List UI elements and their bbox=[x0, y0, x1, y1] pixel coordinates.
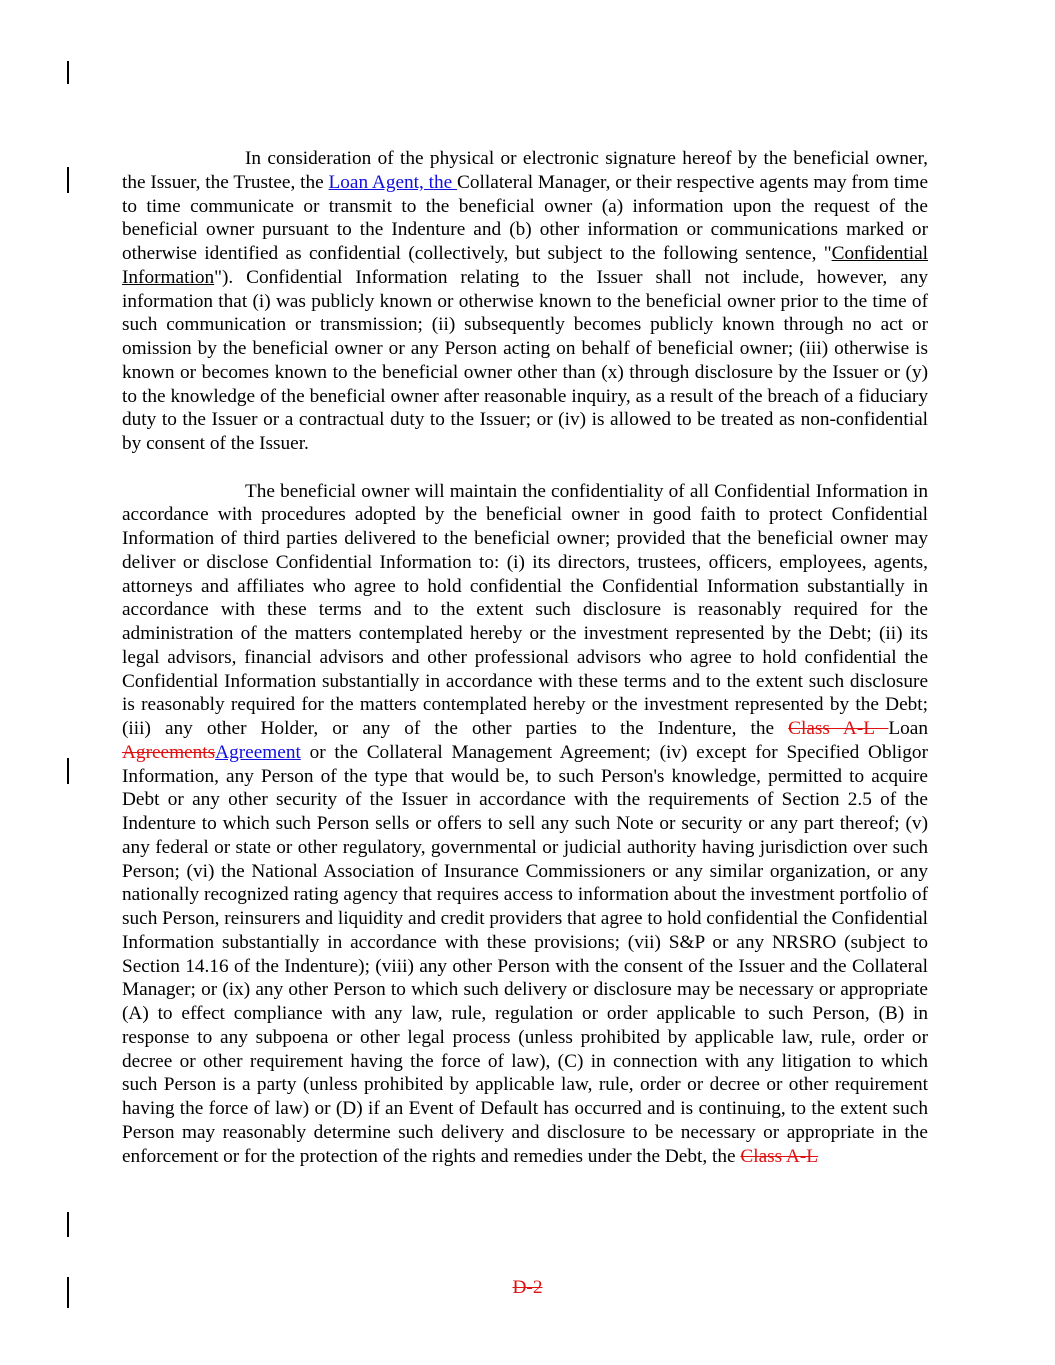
change-bar bbox=[67, 758, 69, 784]
text-segment-normal: Loan bbox=[888, 718, 929, 739]
change-bar bbox=[67, 1212, 69, 1237]
page-footer bbox=[0, 1276, 1055, 1300]
text-segment-delete: Agreements bbox=[122, 741, 216, 763]
change-bar bbox=[67, 167, 69, 193]
text-segment-normal: "). Confidential Information relating to the Issuer shall not include, however, any information that (i) was publicly known or otherwise known to the beneficial owner prior to the time of such communication or transmission; (ii) subsequently becomes publicly known through no act or omission by the beneficial owner or any Person acting on behalf of beneficial owner; (iii) otherwise is known or becomes known to the beneficial owner other than (x) through disclosure by the Issuer or (y) to the knowledge of the beneficial owner after reasonable inquiry, as a result of the breach of a fiduciary duty to the Issuer or a contractual duty to the Issuer; or (iv) is allowed to be treated as non-confidential by consent of the Issuer. bbox=[122, 266, 928, 454]
text-segment-delete: Class A-L bbox=[740, 1145, 819, 1167]
paragraph-confidential-information-definition bbox=[122, 147, 928, 456]
text-segment-insert: Loan Agent, the bbox=[328, 171, 458, 193]
paragraph-confidentiality-obligations bbox=[122, 480, 928, 1169]
text-segment-normal: or the Collateral Management Agreement; (iv) except for Specified Obligor Information, any Person of the type that would be, to such Person's knowledge, permitted to acquire Debt or any other security of the Issuer in accordance with the requirements of Section 2.5 of the Indenture to which such Person sells or offers to sell any such Note or security or any part thereof; (v) any federal or state or other regulatory, governmental or judicial authority having jurisdiction over such Person; (vi) the National Association of Insurance Commissioners or any similar organization, or any nationally recognized rating agency that requires access to information about the investment portfolio of such Person, reinsurers and liquidity and credit providers that agree to hold confidential the Confidential Information substantially in accordance with these provisions; (vii) S&P or any NRSRO (subject to Section 14.16 of the Indenture); (viii) any other Person with the consent of the Issuer and the Collateral Manager; or (ix) any other Person to which such delivery or disclosure may be necessary or appropriate (A) to effect compliance with any law, rule, regulation or order applicable to such Person, (B) in response to any subpoena or other legal process (unless prohibited by applicable law, rule, order or decree or other requirement having the force of law), (C) in connection with any litigation to which such Person is a party (unless prohibited by applicable law, rule, order or decree or other requirement having the force of law) or (D) if an Event of Default has occurred and is continuing, to the extent such Person may reasonably determine such delivery and disclosure to be necessary or appropriate in the enforcement or for the protection of the rights and remedies under the Debt, the bbox=[122, 741, 928, 1167]
text-segment-insert: Agreement bbox=[215, 741, 301, 763]
change-bar bbox=[67, 61, 69, 84]
page-number: D-2 bbox=[512, 1277, 543, 1298]
text-segment-normal: In consideration of the physical or electronic signature hereof by the beneficial owner, the Issuer, the Trustee, the bbox=[122, 148, 928, 193]
text-segment-normal: Collateral Manager, or their respective agents may from time to time communicate or transmit to the beneficial owner (a) information upon the request of the beneficial owner pursuant to the Indenture and (b) other information or communications marked or otherwise identified as confidential (collectively, but subject to the following sentence, " bbox=[122, 171, 928, 264]
text-segment-delete: Class A-L bbox=[788, 718, 889, 739]
document-body bbox=[122, 147, 928, 1168]
text-segment-normal: The beneficial owner will maintain the confidentiality of all Confidential Information in accordance with procedures adopted by the beneficial owner in good faith to protect Confidential Information of third parties delivered to the beneficial owner; provided that the beneficial owner may deliver or disclose Confidential Information to: (i) its directors, trustees, officers, employees, agents, attorneys and affiliates who agree to hold confidential the Confidential Information substantially in accordance with these terms and to the extent such disclosure is reasonably required for the administration of the matters contemplated hereby or the investment represented by the Debt; (ii) its legal advisors, financial advisors and other professional advisors who agree to hold confidential the Confidential Information substantially in accordance with these terms and to the extent such disclosure is reasonably required for the matters contemplated hereby or the investment represented by the Debt; (iii) any other Holder, or any of the other parties to the Indenture, the bbox=[122, 480, 928, 739]
text-segment-defined: Confidential Information bbox=[122, 243, 928, 288]
